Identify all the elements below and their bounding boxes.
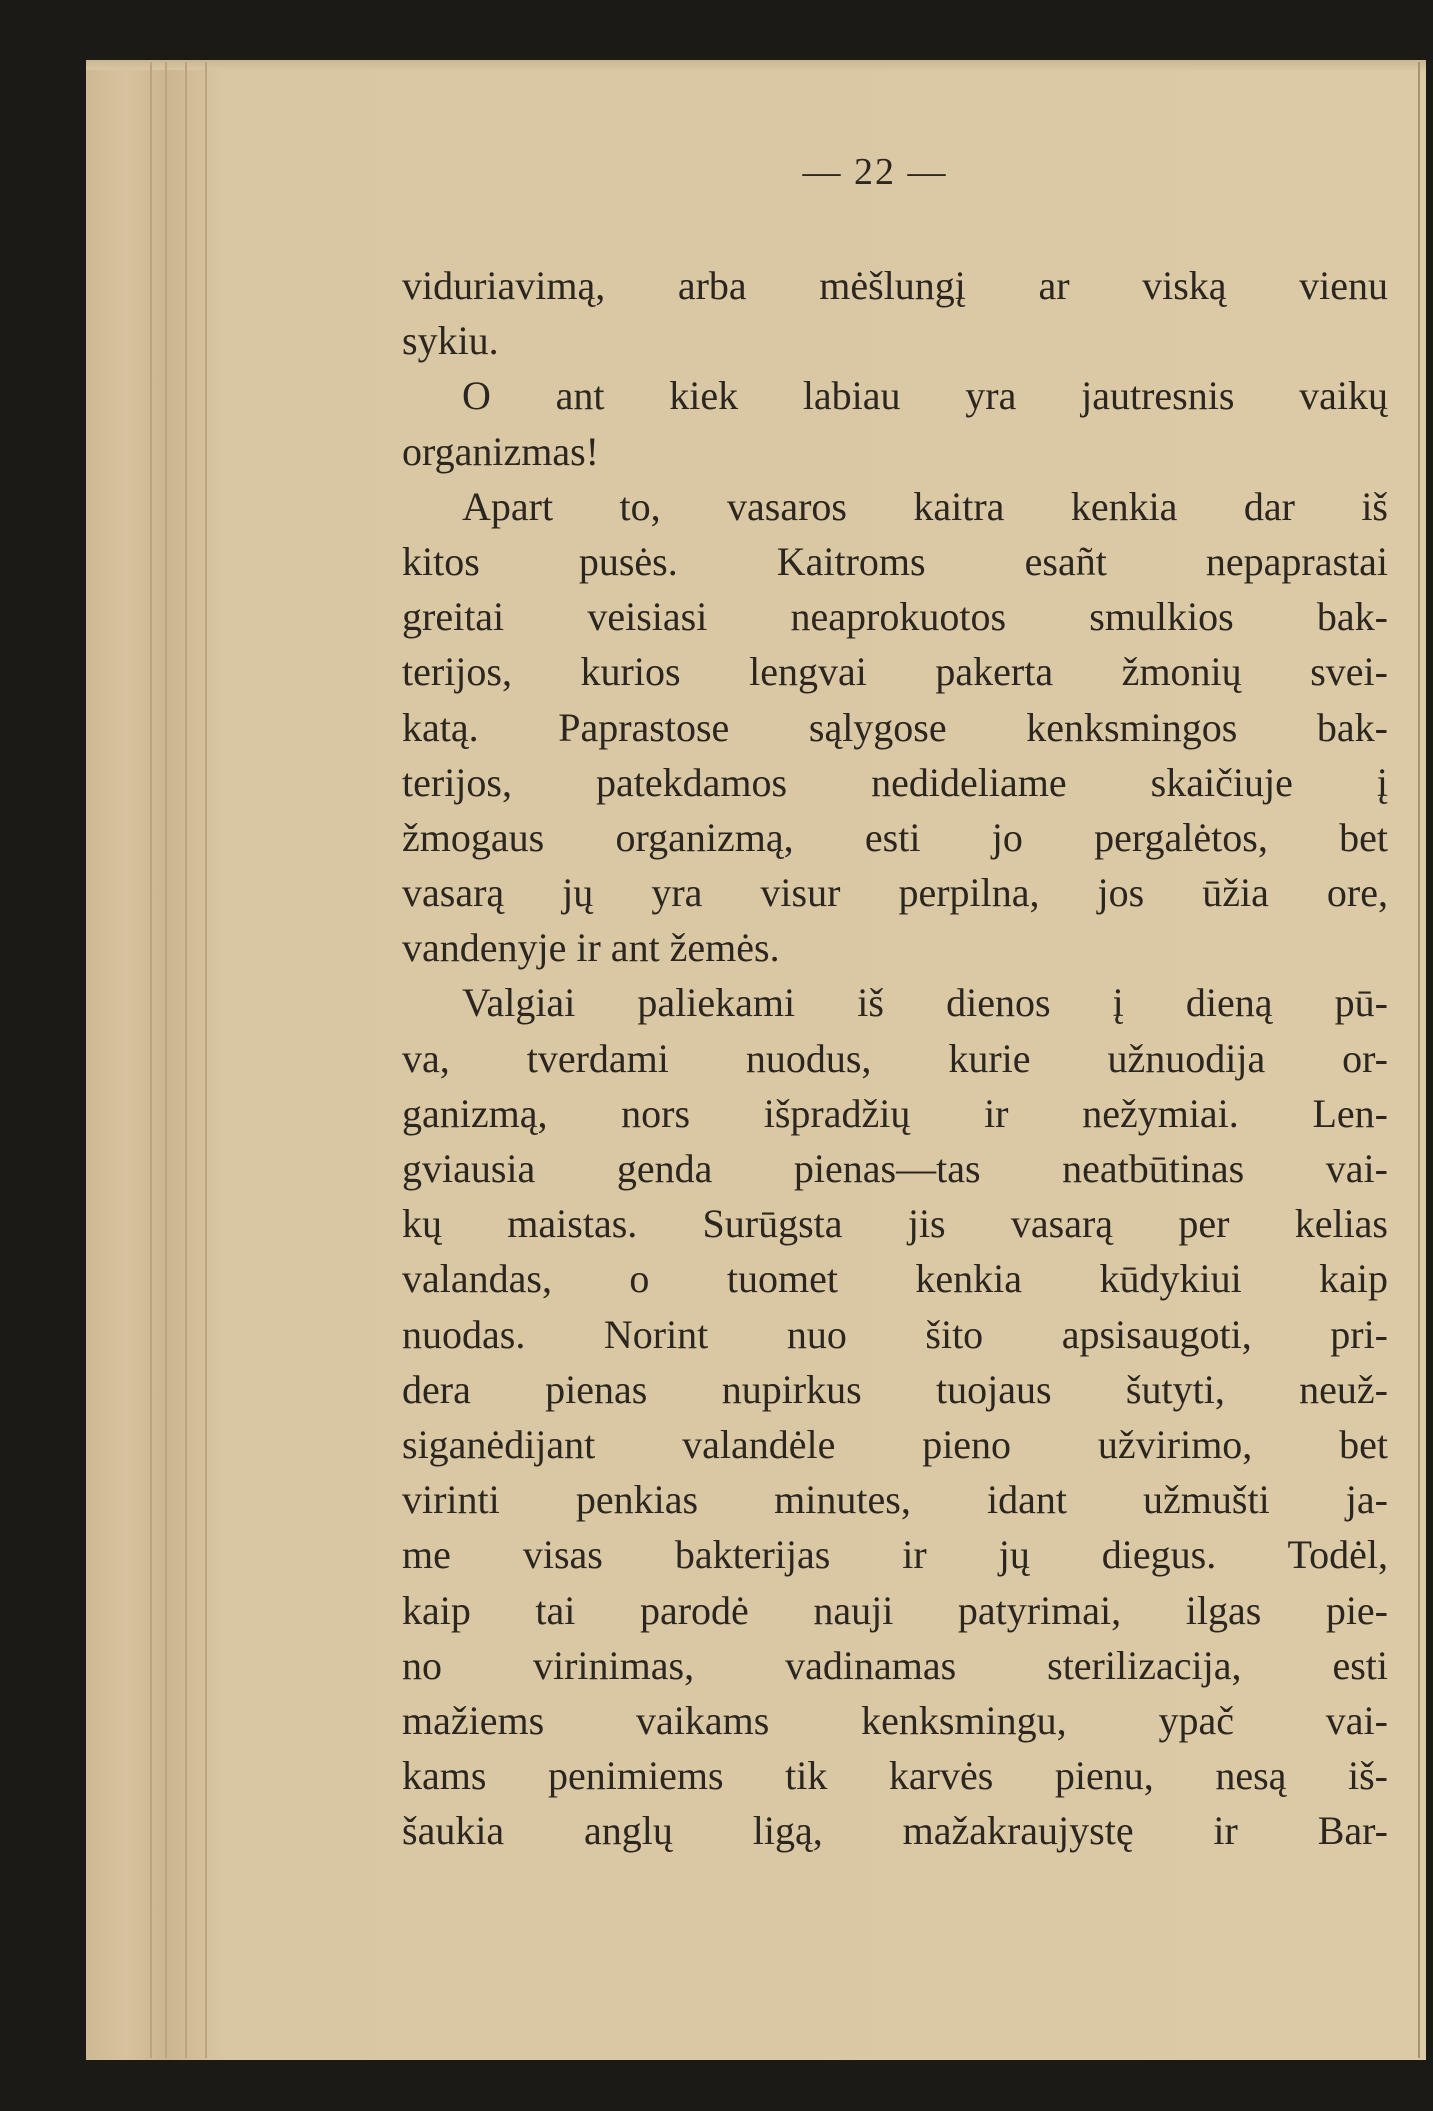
text-line: no virinimas, vadinamas sterilizacija, esti bbox=[402, 1642, 1388, 1688]
text-line: va, tverdami nuodus, kurie užnuodija or- bbox=[402, 1035, 1388, 1081]
text-line: siganėdijant valandėle pieno užvirimo, bet bbox=[402, 1421, 1388, 1467]
text-line: kitos pusės. Kaitroms esañt nepaprastai bbox=[402, 538, 1388, 584]
page-stack-edge bbox=[205, 62, 207, 2058]
text-line: terijos, patekdamos nedideliame skaičiuje į bbox=[402, 759, 1388, 805]
text-line: terijos, kurios lengvai pakerta žmonių svei- bbox=[402, 649, 1388, 695]
text-line: nuodas. Norint nuo šito apsisaugoti, pri- bbox=[402, 1311, 1388, 1357]
text-line: organizmas! bbox=[402, 428, 599, 474]
text-line: viduriavimą, arba mėšlungį ar viską vienu bbox=[402, 263, 1388, 308]
page-stack-edge bbox=[185, 62, 187, 2058]
text-line: sykiu. bbox=[402, 318, 499, 364]
page-stack-edge bbox=[150, 62, 152, 2058]
text-line: greitai veisiasi neaprokuotos smulkios bak- bbox=[402, 594, 1388, 640]
text-line: mažiems vaikams kenksmingu, ypač vai- bbox=[402, 1697, 1388, 1743]
page-right-edge bbox=[1418, 62, 1420, 2058]
text-line: virinti penkias minutes, idant užmušti ja- bbox=[402, 1477, 1388, 1523]
page-stack-edge bbox=[165, 62, 167, 2058]
text-line: vandenyje ir ant žemės. bbox=[402, 925, 780, 971]
page-top-edge bbox=[86, 60, 1426, 70]
text-line: Valgiai paliekami iš dienos į dieną pū- bbox=[462, 980, 1388, 1026]
text-line: šaukia anglų ligą, mažakraujystę ir Bar- bbox=[402, 1808, 1388, 1854]
text-line: O ant kiek labiau yra jautresnis vaikų bbox=[462, 373, 1388, 419]
text-line: katą. Paprastose sąlygose kenksmingos bak- bbox=[402, 704, 1388, 750]
text-line: gviausia genda pienas––tas neatbūtinas vai- bbox=[402, 1146, 1388, 1191]
text-line: žmogaus organizmą, esti jo pergalėtos, bet bbox=[402, 814, 1388, 860]
page-number: — 22 — bbox=[802, 151, 948, 193]
text-line: valandas, o tuomet kenkia kūdykiui kaip bbox=[402, 1256, 1388, 1302]
text-line: kų maistas. Surūgsta jis vasarą per kelias bbox=[402, 1201, 1388, 1247]
text-line: vasarą jų yra visur perpilna, jos ūžia ore, bbox=[402, 870, 1388, 916]
text-line: ganizmą, nors išpradžių ir nežymiai. Len- bbox=[402, 1090, 1388, 1136]
text-line: kaip tai parodė nauji patyrimai, ilgas pie- bbox=[402, 1587, 1388, 1633]
text-line: Apart to, vasaros kaitra kenkia dar iš bbox=[462, 483, 1388, 529]
text-line: kams penimiems tik karvės pienu, nesą iš- bbox=[402, 1753, 1388, 1799]
text-line: me visas bakterijas ir jų diegus. Todėl, bbox=[402, 1532, 1388, 1578]
body-text bbox=[402, 258, 1388, 1858]
text-line: dera pienas nupirkus tuojaus šutyti, neuž- bbox=[402, 1366, 1388, 1412]
